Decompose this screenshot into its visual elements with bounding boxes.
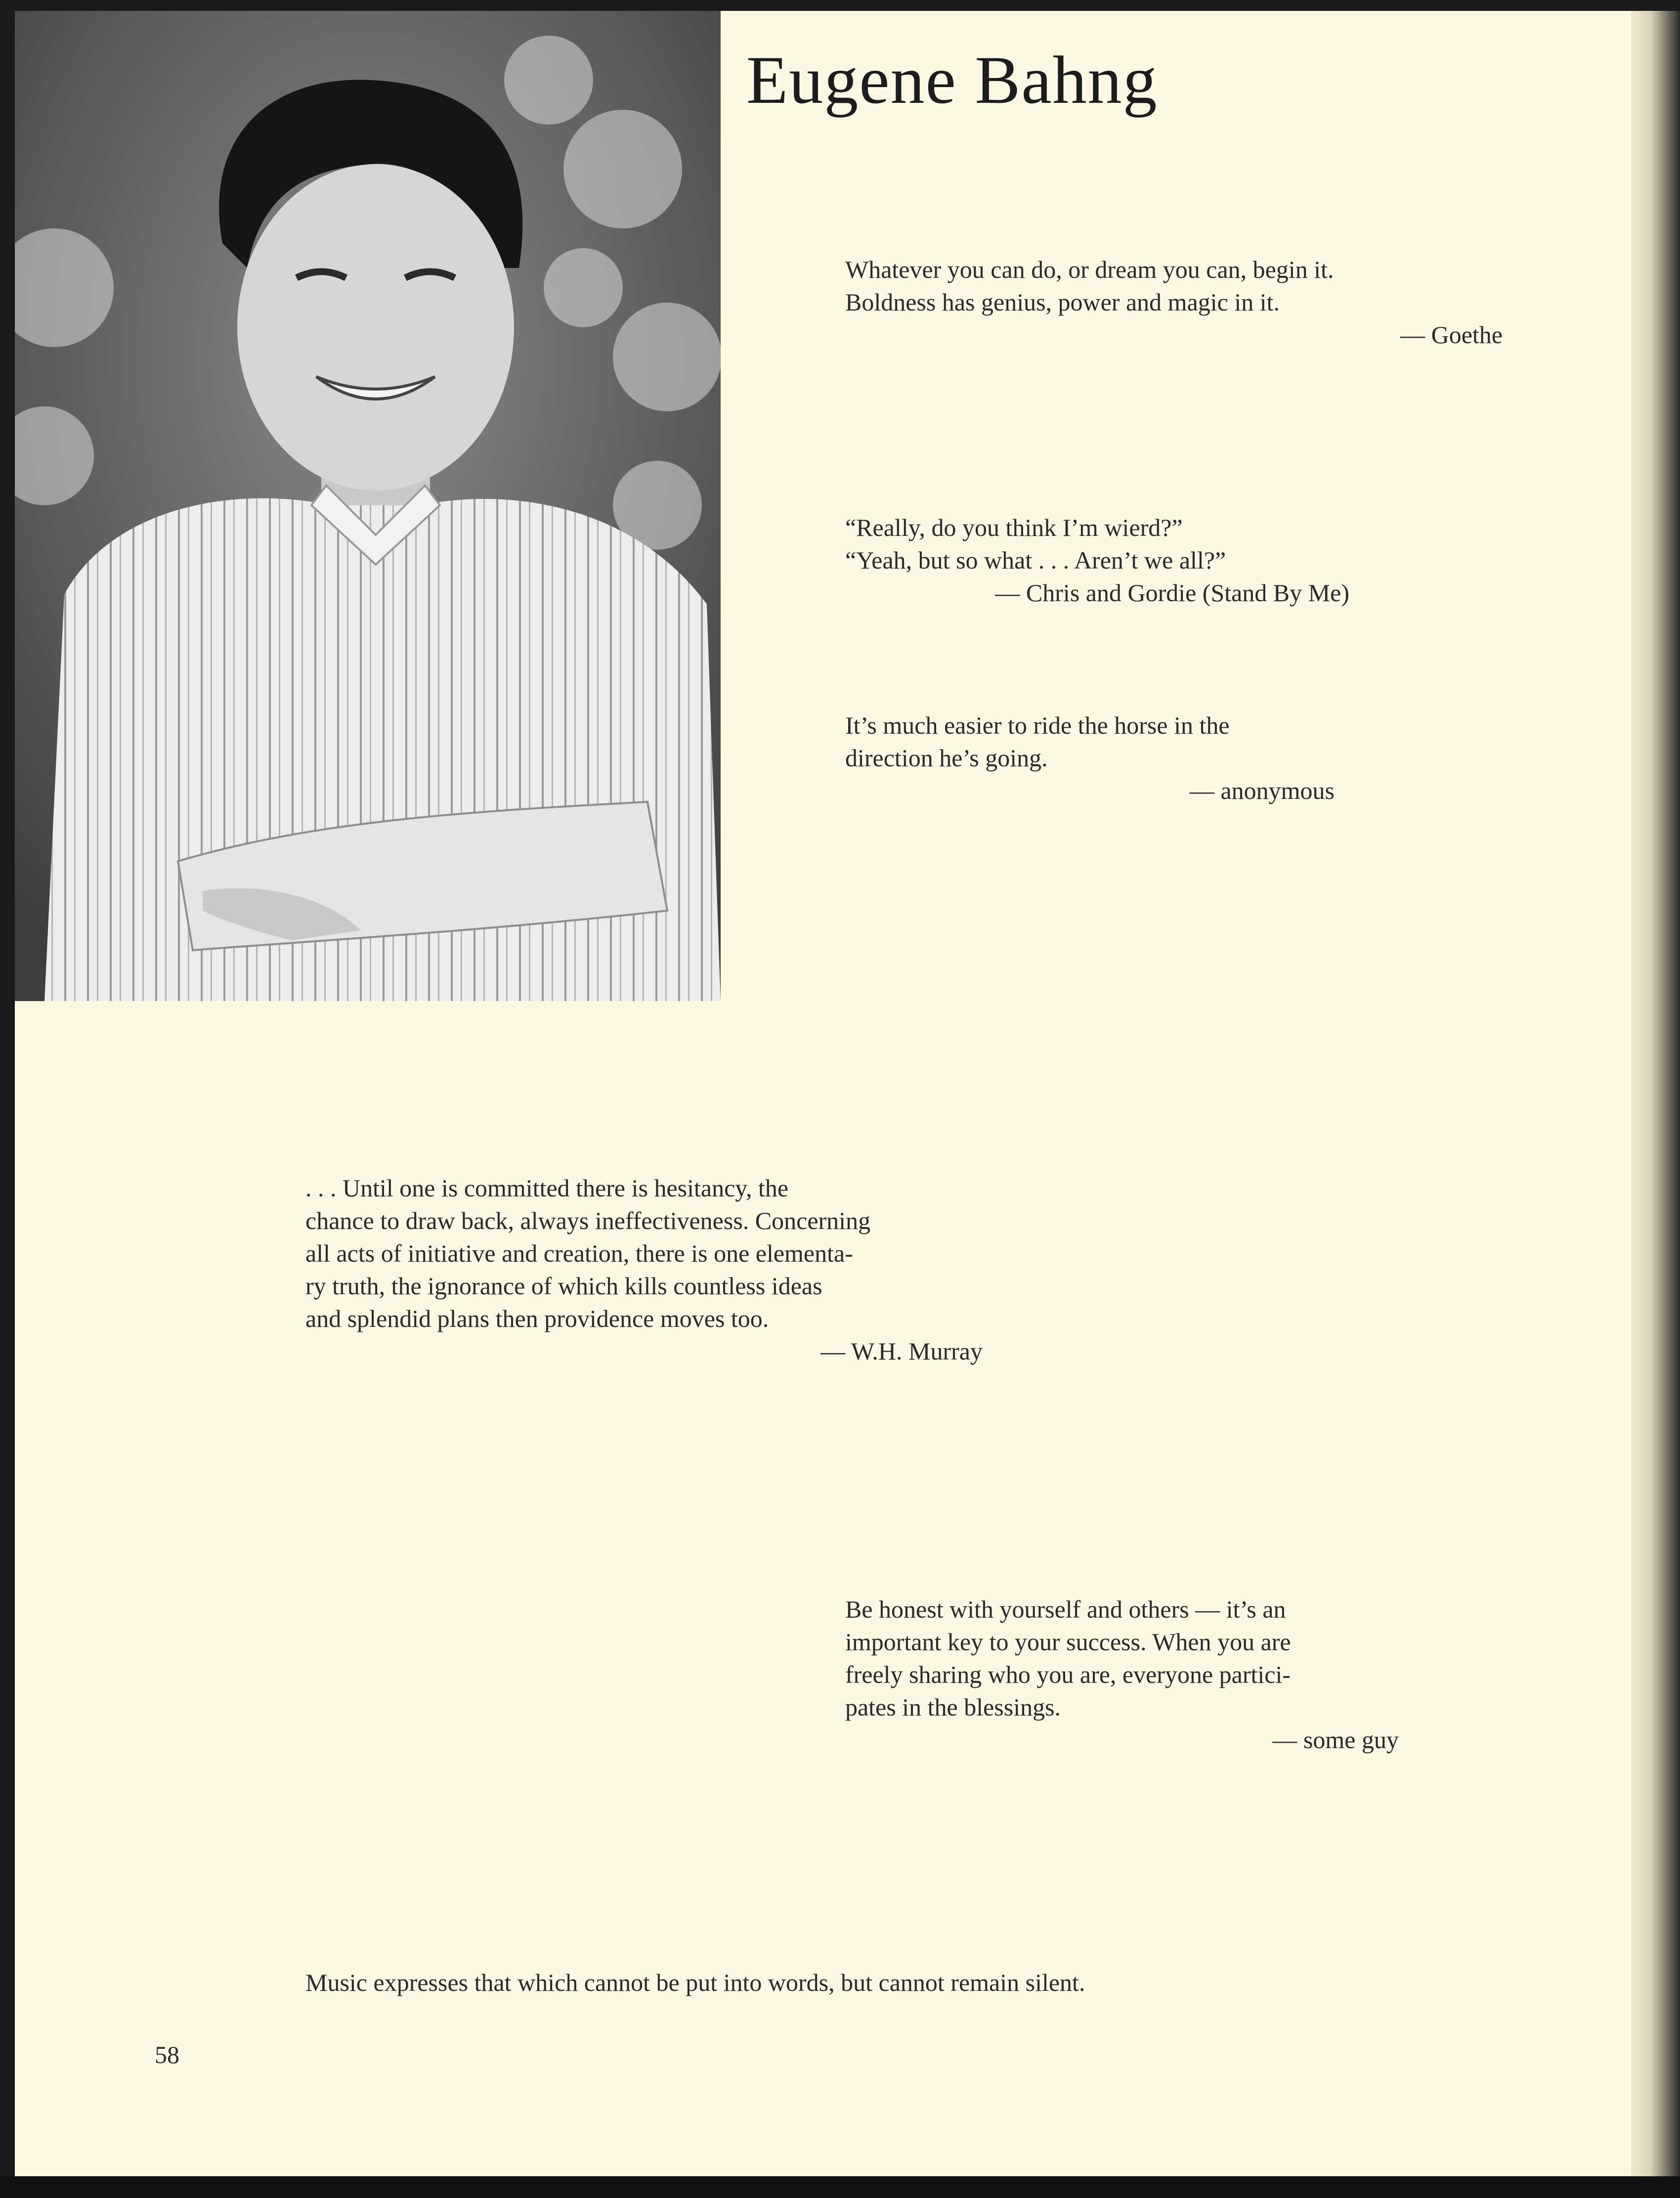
quote-line: all acts of initiative and creation, there is one elementa- — [305, 1239, 853, 1267]
quote-line: “Really, do you think I’m wierd?” — [845, 514, 1183, 541]
quote-line: and splendid plans then providence moves too. — [305, 1305, 769, 1332]
quote-line: “Yeah, but so what . . . Aren’t we all?” — [845, 546, 1226, 574]
quote-line: . . . Until one is committed there is hesitancy, the — [305, 1174, 789, 1202]
page-number: 58 — [155, 2041, 179, 2068]
quote-attribution: — Chris and Gordie (Stand By Me) — [995, 579, 1349, 607]
quote-attribution: — anonymous — [1189, 777, 1335, 804]
quote-murray — [305, 1172, 983, 1367]
quote-line: It’s much easier to ride the horse in the — [845, 711, 1230, 739]
yearbook-page — [15, 11, 1646, 2176]
quote-line: important key to your success. When you are — [845, 1628, 1291, 1656]
quote-anonymous — [845, 709, 1335, 807]
quote-music — [305, 1966, 1393, 1999]
quote-line: ry truth, the ignorance of which kills countless ideas — [305, 1272, 822, 1300]
bottom-border — [0, 2176, 1680, 2198]
quote-line: freely sharing who you are, everyone partici- — [845, 1661, 1291, 1688]
quote-line: pates in the blessings. — [845, 1693, 1061, 1721]
quote-line: Be honest with yourself and others — it’s an — [845, 1595, 1286, 1623]
quote-attribution: — Goethe — [1400, 321, 1503, 349]
page-edge-shadow — [1631, 11, 1680, 2186]
quote-line: Whatever you can do, or dream you can, begin it. — [845, 256, 1334, 283]
quote-stand-by-me — [845, 511, 1349, 609]
portrait-illustration — [15, 11, 721, 1001]
quote-some-guy — [845, 1593, 1399, 1756]
quote-line: direction he’s going. — [845, 744, 1048, 772]
quote-goethe — [845, 253, 1503, 351]
quote-attribution: — some guy — [1272, 1726, 1399, 1754]
quote-line: Boldness has genius, power and magic in it. — [845, 288, 1280, 316]
quote-attribution: — W.H. Murray — [820, 1337, 983, 1365]
quote-line: chance to draw back, always ineffectiveness. Concerning — [305, 1207, 871, 1234]
quote-line: Music expresses that which cannot be put into words, but cannot remain silent. — [305, 1969, 1085, 1996]
portrait-photo — [15, 11, 721, 1001]
student-name: Eugene Bahng — [746, 42, 1158, 118]
